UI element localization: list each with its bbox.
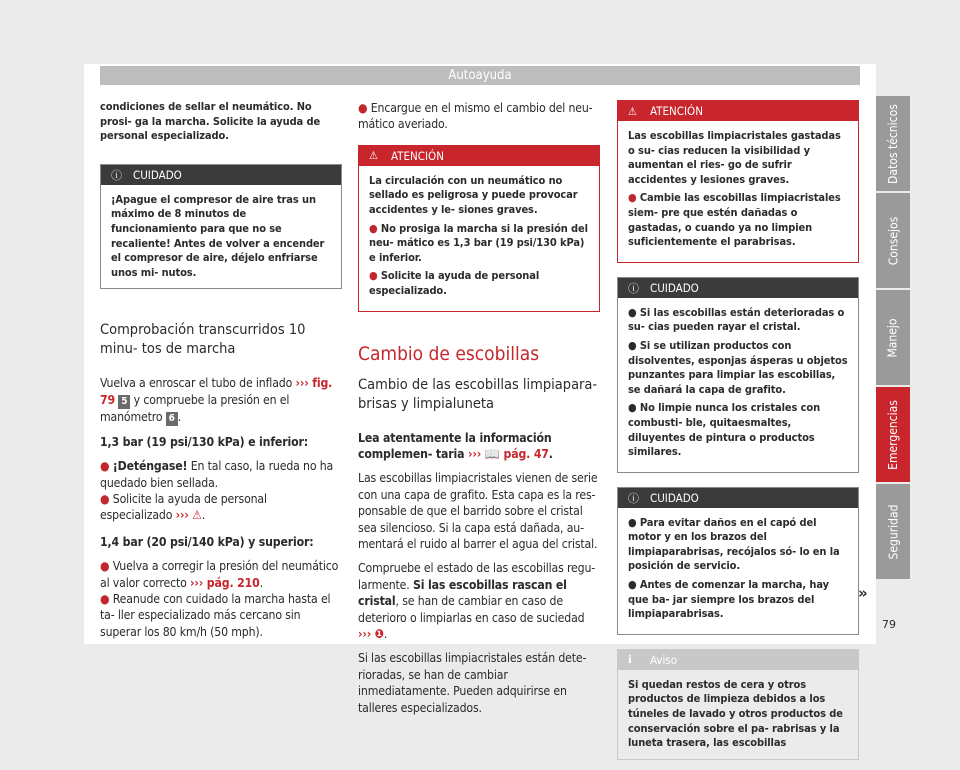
caution-text: ¡Apague el compresor de aire tras un máximo de 8 minutos de funcionamiento para que no se recaliente! Antes de volver a encender el compresor de aire, déjelo enfriarse unos mi- nutos.	[111, 192, 325, 279]
text: Vuelva a corregir la presión del neumático al valor correcto	[100, 559, 339, 590]
info-circle-icon: ⓘ	[111, 168, 122, 182]
list-item: ● Vuelva a corregir la presión del neumático al valor correcto ››› pág. 210.	[100, 559, 339, 590]
list-item: ● Solicite la ayuda de personal especializado.	[369, 269, 540, 297]
figure-link[interactable]: ››› fig. 79	[100, 376, 333, 407]
caution-header	[618, 488, 858, 508]
list-item: ● No limpie nunca los cristales con combusti- ble, quitaesmaltes, diluyentes de pintura o productos similares.	[628, 401, 821, 459]
note-text: Si quedan restos de cera y otros productos de limpieza debidos a los túneles de lavado y otros productos de conservación sobre el pa- rabrisas y la luneta trasera, las escobillas	[628, 677, 843, 750]
list-item: ● No prosiga la marcha si la presión del neu- mático es 1,3 bar (19 psi/130 kPa) e inferior.	[369, 221, 588, 264]
list-item: ● Encargue en el mismo el cambio del neu- mático averiado.	[358, 101, 593, 132]
note-header	[618, 650, 858, 670]
warning-text: La circulación con un neumático no sellado es peligrosa y puede provocar accidentes y le- siones graves.	[369, 173, 578, 216]
tab-label: Manejo	[886, 317, 900, 358]
caution-label: CUIDADO	[650, 280, 699, 295]
caution-header	[618, 278, 858, 298]
text: Reanude con cuidado la marcha hasta el ta- ller especializado más cercano sin superar los 80 km/h (50 mph).	[100, 592, 331, 639]
column-3	[617, 100, 859, 770]
text: Antes de comenzar la marcha, hay que ba- jar siempre los brazos del limpiaparabrisas.	[628, 578, 829, 621]
paragraph-graphite: Las escobillas limpiacristales vienen de serie con una capa de grafito. Esta capa es la res- ponsable de que el barrido sobre el cristal sea silencioso. Si la capa está dañada, au- mentará el ruido al barrer el agua del cristal.	[358, 471, 598, 551]
callout-5: 5	[118, 395, 130, 409]
page-header: Autoayuda	[100, 66, 860, 85]
column-1	[100, 100, 342, 640]
section-title-check: Comprobación transcurridos 10 minu- tos de marcha	[100, 322, 306, 358]
caution-continuation-text: condiciones de sellar el neumático. No prosi- ga la marcha. Solicite la ayuda de personal especializado.	[100, 100, 321, 143]
warning-box	[358, 145, 600, 312]
list-item: ● Para evitar daños en el capó del motor y en los brazos del limpiaparabrisas, recójalos só- lo en la posición de servicio.	[628, 515, 840, 573]
warning-header	[618, 101, 858, 121]
tab-manejo[interactable]	[876, 290, 910, 385]
caution-label: CUIDADO	[133, 167, 182, 182]
text: ¡Deténgase!	[112, 459, 188, 474]
paragraph-check	[358, 560, 600, 642]
note-box	[617, 649, 859, 760]
text: Cambie las escobillas limpiacristales siem- pre que estén dañadas o gastadas, o cuando ya no limpien suficientemente el parabrisas.	[628, 191, 841, 249]
page-link[interactable]: pág. 47	[503, 446, 549, 461]
tab-label: Emergencias	[886, 399, 901, 470]
text: .	[383, 627, 388, 642]
text: Si se utilizan productos con disolventes, esponjas ásperas u objetos punzantes para limpiar las escobillas, se dañará la capa de grafito.	[628, 338, 848, 396]
text: Solicite la ayuda de personal especializado	[100, 491, 267, 523]
caution-box	[617, 487, 859, 635]
warning-label: ATENCIÓN	[391, 148, 444, 163]
caution-continuation	[100, 100, 342, 144]
list-item: ● Solicite la ayuda de personal especializado ››› ⚠.	[100, 491, 267, 523]
caution-box	[100, 164, 342, 290]
tab-label: Datos técnicos	[886, 103, 901, 184]
text: .	[177, 409, 182, 424]
text: Solicite la ayuda de personal especializado.	[369, 269, 540, 297]
text: , se han de cambiar en caso de deterioro o limpiarlas en caso de suciedad	[358, 594, 585, 625]
text: Si las escobillas están deterioradas o su- cias pueden rayar el cristal.	[628, 305, 845, 334]
text: Vuelva a enroscar el tubo de inflado	[100, 376, 293, 391]
heading-low-pressure: 1,3 bar (19 psi/130 kPa) e inferior:	[100, 434, 308, 449]
tab-label: Seguridad	[886, 504, 900, 559]
caution-header	[101, 165, 341, 185]
tab-label: Consejos	[886, 216, 900, 265]
heading-high-pressure: 1,4 bar (20 psi/140 kPa) y superior:	[100, 534, 314, 549]
text: No prosiga la marcha si la presión del neu- mático es 1,3 bar (19 psi/130 kPa) e inferior.	[369, 221, 588, 264]
warning-triangle-icon: ⚠	[628, 104, 637, 118]
info-circle-icon: ⓘ	[628, 491, 639, 505]
text: En tal caso, la rueda no ha quedado bien sellada.	[100, 459, 334, 490]
warning-link[interactable]: ›››	[175, 508, 189, 523]
caution-body	[618, 508, 858, 634]
text: Encargue en el mismo el cambio del neu- mático averiado.	[358, 101, 593, 132]
text: Si las escobillas rascan el cristal	[358, 577, 567, 609]
warning-triangle-icon: ⚠	[369, 149, 378, 163]
text: .	[548, 446, 553, 461]
list-item: ● Antes de comenzar la marcha, hay que ba- jar siempre los brazos del limpiaparabrisas.	[628, 578, 829, 621]
text: No limpie nunca los cristales con combusti- ble, quitaesmaltes, diluyentes de pintura o productos similares.	[628, 401, 821, 459]
subsection-title-wipers: Cambio de las escobillas limpiapara- brisas y limpialuneta	[358, 376, 598, 412]
warning-body	[359, 166, 599, 311]
tab-seguridad[interactable]	[876, 484, 910, 579]
caution-body	[618, 298, 858, 472]
info-circle-icon: ⓘ	[628, 281, 639, 295]
note-label: Aviso	[650, 652, 678, 667]
text: y compruebe la presión en el manómetro	[100, 392, 290, 424]
tab-emergencias[interactable]	[876, 387, 910, 482]
column-2	[358, 100, 600, 724]
warning-text: Las escobillas limpiacristales gastadas o su- cias reducen la visibilidad y aumentan el ries- go de sufrir accidentes y lesiones graves.	[628, 129, 841, 186]
tab-consejos[interactable]	[876, 193, 910, 288]
caution-box	[617, 277, 859, 473]
caution-link[interactable]: ››› ❶	[358, 627, 384, 642]
list-item: ● Si se utilizan productos con disolventes, esponjas ásperas u objetos punzantes para limpiar las escobillas, se dañará la capa de grafito.	[628, 338, 848, 396]
note-icon: ℹ	[628, 653, 632, 667]
callout-6: 6	[166, 412, 178, 426]
warning-label: ATENCIÓN	[650, 104, 703, 118]
book-icon: 📖	[484, 446, 500, 461]
section-title-wipers: Cambio de escobillas	[358, 342, 540, 365]
warning-box	[617, 100, 859, 263]
caution-label: CUIDADO	[650, 490, 699, 505]
page-number: 79	[882, 618, 896, 631]
text: Lea atentamente la información complemen- taria	[358, 430, 552, 461]
list-item: ● ¡Deténgase! En tal caso, la rueda no ha quedado bien sellada.	[100, 459, 334, 490]
text: Compruebe el estado de las escobillas regu- larmente.	[358, 561, 596, 592]
text: Para evitar daños en el capó del motor y en los brazos del limpiaparabrisas, recójalos só- lo en la posición de servicio.	[628, 515, 840, 573]
paragraph-reconnect	[100, 375, 342, 425]
list-item: ● Reanude con cuidado la marcha hasta el ta- ller especializado más cercano sin superar los 80 km/h (50 mph).	[100, 592, 331, 639]
warning-header	[359, 146, 599, 166]
continue-mark: »	[858, 584, 868, 602]
text: .	[259, 575, 263, 590]
ref-arrows: ›››	[468, 446, 482, 461]
paragraph-replace: Si las escobillas limpiacristales están dete- rioradas, se han de cambiar inmediatamente. Pueden adquirirse en talleres especializados.	[358, 651, 587, 715]
list-item: ● Si las escobillas están deterioradas o su- cias pueden rayar el cristal.	[628, 305, 845, 334]
tab-datos-tecnicos[interactable]	[876, 96, 910, 191]
warning-body	[618, 121, 858, 262]
warning-triangle-icon: ⚠	[192, 508, 202, 523]
lead-paragraph	[358, 430, 600, 463]
chapter-tabs	[876, 96, 910, 581]
list-item: ● Cambie las escobillas limpiacristales siem- pre que estén dañadas o gastadas, o cuando ya no limpien suficientemente el parabrisas.	[628, 191, 841, 249]
page-link[interactable]: ››› pág. 210	[190, 575, 260, 590]
